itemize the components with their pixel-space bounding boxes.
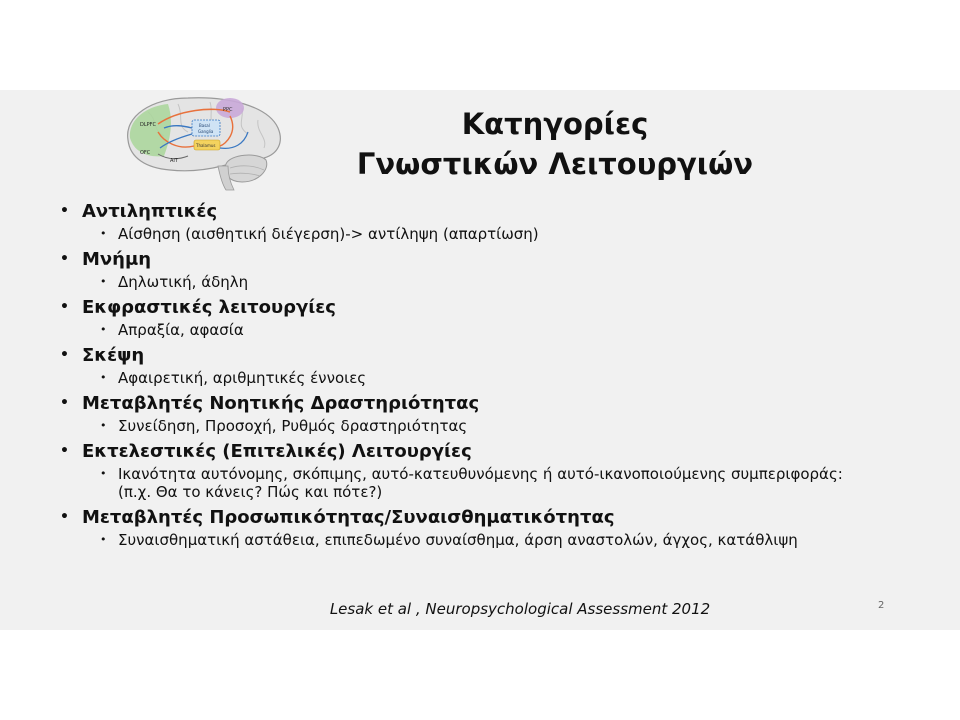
bullet-icon: •	[60, 443, 69, 459]
list-item	[60, 344, 900, 387]
list-item	[60, 248, 900, 291]
list-item	[60, 296, 900, 339]
sub-bullet-icon: •	[100, 371, 107, 384]
category-heading	[60, 440, 900, 463]
sub-item	[100, 369, 900, 387]
sub-bullet-icon: •	[100, 419, 107, 432]
bullet-icon: •	[60, 509, 69, 525]
category-heading-text: Εκτελεστικές (Επιτελικές) Λειτουργίες	[82, 441, 472, 462]
sub-bullet-icon: •	[100, 323, 107, 336]
list-item	[60, 392, 900, 435]
sub-bullet-icon: •	[100, 227, 107, 240]
brain-label-ofc: OFC	[140, 150, 151, 156]
category-heading	[60, 296, 900, 319]
sub-bullet-icon: •	[100, 275, 107, 288]
list-item	[60, 200, 900, 243]
brain-label-ppc: PPC	[223, 107, 233, 113]
sub-list	[60, 273, 900, 291]
category-heading-text: Μεταβλητές Προσωπικότητας/Συναισθηματικότητας	[82, 507, 615, 528]
page-number: 2	[878, 600, 885, 611]
sub-item-text: Δηλωτική, άδηλη	[118, 273, 249, 291]
bullet-icon: •	[60, 203, 69, 219]
sub-list	[60, 417, 900, 435]
title-line-2: Γνωστικών Λειτουργιών	[356, 147, 754, 181]
title-line-1: Κατηγορίες	[461, 107, 649, 141]
sub-item	[100, 321, 900, 339]
sub-list	[60, 465, 900, 501]
sub-item	[100, 531, 900, 549]
sub-item-text: Συναισθηματική αστάθεια, επιπεδωμένο συναίσθημα, άρση αναστολών, άγχος, κατάθλιψη	[118, 531, 798, 549]
bullet-icon: •	[60, 395, 69, 411]
category-heading-text: Μεταβλητές Νοητικής Δραστηριότητας	[82, 393, 480, 414]
sub-item	[100, 225, 900, 243]
category-heading-text: Σκέψη	[82, 345, 145, 366]
brain-label-dlpfc: DLPFC	[140, 122, 157, 128]
sub-item	[100, 465, 900, 501]
bullet-icon: •	[60, 299, 69, 315]
sub-list	[60, 369, 900, 387]
sub-list	[60, 225, 900, 243]
bullet-icon: •	[60, 347, 69, 363]
sub-bullet-icon: •	[100, 467, 107, 480]
brain-label-thalamus: Thalamus	[196, 143, 216, 148]
sub-list	[60, 531, 900, 549]
category-heading-text: Εκφραστικές λειτουργίες	[82, 297, 336, 318]
category-heading-text: Αντιληπτικές	[82, 201, 218, 222]
brain-label-basal-2: Ganglia	[198, 129, 214, 134]
list-item	[60, 440, 900, 501]
sub-list	[60, 321, 900, 339]
category-heading	[60, 344, 900, 367]
category-heading	[60, 506, 900, 529]
category-heading	[60, 200, 900, 223]
brain-label-basal-1: Basal	[199, 123, 210, 128]
brain-label-ait: AIT	[170, 158, 178, 164]
citation: Lesak et al , Neuropsychological Assessment 2012	[329, 600, 711, 618]
list-item	[60, 506, 900, 549]
category-heading-text: Μνήμη	[82, 249, 152, 270]
slide-title	[300, 104, 810, 184]
sub-item-text: Απραξία, αφασία	[118, 321, 244, 339]
sub-bullet-icon: •	[100, 533, 107, 546]
slide	[0, 90, 960, 630]
sub-item-text: Συνείδηση, Προσοχή, Ρυθμός δραστηριότητας	[118, 417, 468, 435]
sub-item-text: Ικανότητα αυτόνομης, σκόπιμης, αυτό-κατευθυνόμενης ή αυτό-ικανοποιούμενης συμπεριφοράς: (π.χ. Θα το κάνεις? Πώς και πότε?)	[118, 465, 843, 501]
sub-item	[100, 417, 900, 435]
sub-item-text: Αίσθηση (αισθητική διέγερση)-> αντίληψη (απαρτίωση)	[118, 225, 539, 243]
category-heading	[60, 392, 900, 415]
bullet-icon: •	[60, 251, 69, 267]
category-heading	[60, 248, 900, 271]
category-list	[60, 200, 900, 554]
brain-diagram-icon	[118, 92, 286, 192]
sub-item	[100, 273, 900, 291]
sub-item-text: Αφαιρετική, αριθμητικές έννοιες	[118, 369, 367, 387]
